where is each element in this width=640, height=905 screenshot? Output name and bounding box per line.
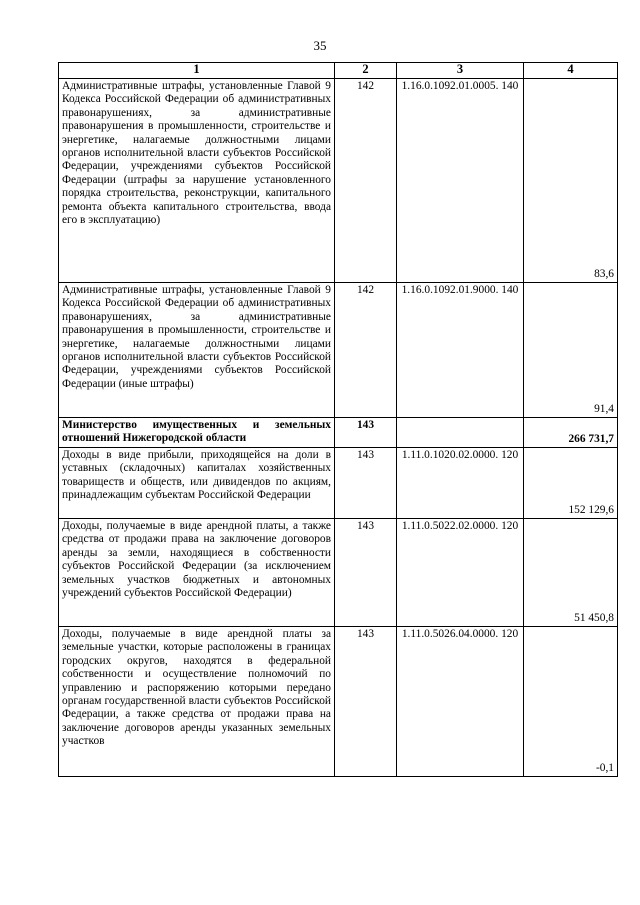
row-admin-code: 143 bbox=[335, 627, 397, 777]
table-row bbox=[59, 283, 618, 418]
row-admin-code: 142 bbox=[335, 283, 397, 418]
column-header: 3 bbox=[397, 63, 524, 79]
row-amount: 83,6 bbox=[524, 79, 618, 283]
row-description: Доходы в виде прибыли, приходящейся на доли в уставных (складочных) капиталах хозяйственных товариществ и обществ, или дивидендов по акциям, принадлежащим субъектам Российской Федерации bbox=[59, 448, 335, 519]
row-admin-code: 142 bbox=[335, 79, 397, 283]
row-kbk-code: 1.11.0.5022.02.0000. 120 bbox=[397, 519, 524, 627]
row-kbk-code: 1.16.0.1092.01.0005. 140 bbox=[397, 79, 524, 283]
row-amount: 266 731,7 bbox=[524, 418, 618, 448]
table-row bbox=[59, 79, 618, 283]
table-header-row bbox=[59, 63, 618, 79]
table-row bbox=[59, 627, 618, 777]
budget-revenue-table bbox=[58, 62, 618, 777]
row-description: Административные штрафы, установленные Главой 9 Кодекса Российской Федерации об административных правонарушениях, за административные правонарушения в промышленности, строительстве и энергетике, налагаемые должностными лицами органов исполнительной власти субъектов Российской Федерации, учреждениями субъектов Российской Федерации (штрафы за нарушение установленного порядка строительства, реконструкции, капитального ремонта объекта капитального строительства, ввода его в эксплуатацию) bbox=[59, 79, 335, 283]
row-amount: -0,1 bbox=[524, 627, 618, 777]
row-kbk-code: 1.16.0.1092.01.9000. 140 bbox=[397, 283, 524, 418]
row-amount: 152 129,6 bbox=[524, 448, 618, 519]
row-admin-code: 143 bbox=[335, 418, 397, 448]
column-header: 2 bbox=[335, 63, 397, 79]
row-description: Министерство имущественных и земельных отношений Нижегородской области bbox=[59, 418, 335, 448]
column-header: 1 bbox=[59, 63, 335, 79]
table-row bbox=[59, 519, 618, 627]
row-description: Административные штрафы, установленные Главой 9 Кодекса Российской Федерации об административных правонарушениях, за административные правонарушения в промышленности, строительстве и энергетике, налагаемые должностными лицами органов исполнительной власти субъектов Российской Федерации, учреждениями субъектов Российской Федерации (иные штрафы) bbox=[59, 283, 335, 418]
row-amount: 51 450,8 bbox=[524, 519, 618, 627]
row-amount: 91,4 bbox=[524, 283, 618, 418]
row-admin-code: 143 bbox=[335, 519, 397, 627]
row-admin-code: 143 bbox=[335, 448, 397, 519]
page-number: 35 bbox=[313, 38, 327, 53]
row-description: Доходы, получаемые в виде арендной платы, а также средства от продажи права на заключение договоров аренды за земли, находящиеся в собственности субъектов Российской Федерации (за исключением земельных участков бюджетных и автономных учреждений субъектов Российской Федерации) bbox=[59, 519, 335, 627]
row-kbk-code: 1.11.0.1020.02.0000. 120 bbox=[397, 448, 524, 519]
table-row bbox=[59, 418, 618, 448]
row-description: Доходы, получаемые в виде арендной платы за земельные участки, которые расположены в границах городских округов, находятся в федеральной собственности и осуществление полномочий по управлению и распоряжению которыми передано органам государственной власти субъектов Российской Федерации, а также средства от продажи права на заключение договоров аренды указанных земельных участков bbox=[59, 627, 335, 777]
row-kbk-code: 1.11.0.5026.04.0000. 120 bbox=[397, 627, 524, 777]
column-header: 4 bbox=[524, 63, 618, 79]
row-kbk-code bbox=[397, 418, 524, 448]
table-row bbox=[59, 448, 618, 519]
